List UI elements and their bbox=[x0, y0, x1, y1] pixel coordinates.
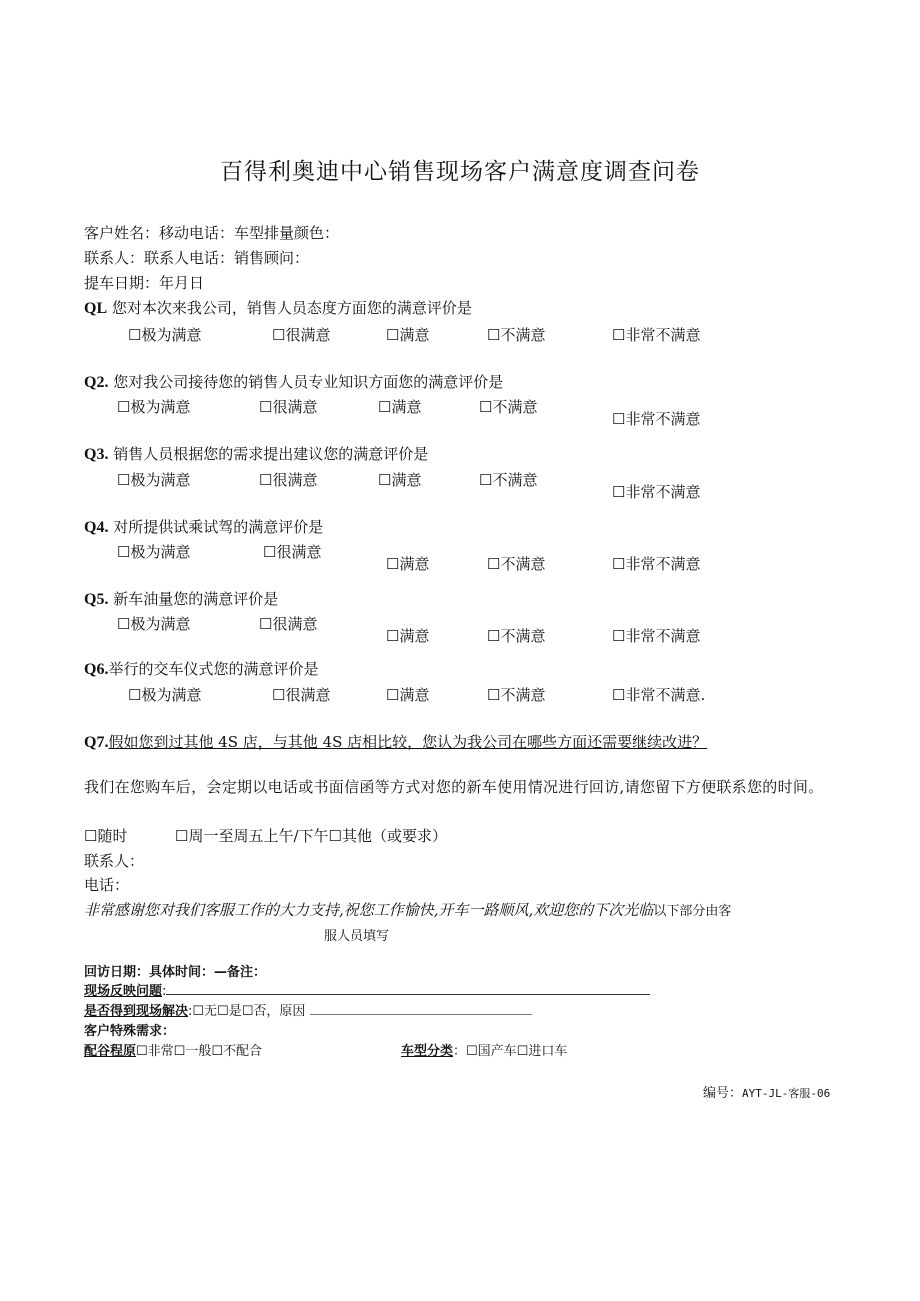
q6-option-dissatisfied[interactable]: ☐不满意 bbox=[487, 686, 546, 704]
q1-option-quite-satisfied[interactable]: ☐很满意 bbox=[272, 326, 331, 344]
question-5-number: Q5. bbox=[84, 591, 109, 608]
q1-option-very-satisfied[interactable]: ☐极为满意 bbox=[128, 326, 202, 344]
question-2 bbox=[84, 371, 503, 392]
q4-option-very-dissatisfied[interactable]: ☐非常不满意 bbox=[612, 555, 701, 573]
issue-input-line[interactable] bbox=[166, 982, 650, 995]
contact-time-anytime[interactable]: ☐随时 bbox=[84, 827, 128, 845]
document-code-label: 编号： bbox=[703, 1086, 743, 1101]
customer-info-line-1: 客户姓名：移动电话：车型排量颜色： bbox=[84, 224, 340, 242]
car-type-row bbox=[401, 1040, 567, 1059]
q3-option-very-satisfied[interactable]: ☐极为满意 bbox=[117, 471, 191, 489]
q4-option-dissatisfied[interactable]: ☐不满意 bbox=[487, 555, 546, 573]
issue-colon: : bbox=[162, 984, 167, 999]
issue-row bbox=[84, 980, 650, 999]
document-code-value: AYT-JL-客服-06 bbox=[742, 1087, 831, 1100]
question-4-number: Q4. bbox=[84, 519, 109, 536]
q6-option-satisfied[interactable]: ☐满意 bbox=[386, 686, 430, 704]
question-6 bbox=[84, 658, 318, 679]
q3-option-very-dissatisfied[interactable]: ☐非常不满意 bbox=[612, 483, 701, 501]
cooperation-options[interactable]: ☐非常☐一般☐不配合 bbox=[136, 1044, 262, 1059]
resolved-label: 是否得到现场解决 bbox=[84, 1004, 189, 1019]
question-3-text: 销售人员根据您的需求提出建议您的满意评价是 bbox=[108, 445, 429, 463]
thanks-tail-text: 以下部分由客 bbox=[653, 904, 732, 919]
question-1 bbox=[84, 297, 472, 318]
thanks-italic-text: 非常感谢您对我们客服工作的大力支持,祝您工作愉快,开车一路顺风,欢迎您的下次光临 bbox=[84, 901, 654, 919]
q2-option-very-dissatisfied[interactable]: ☐非常不满意 bbox=[612, 410, 701, 428]
question-2-text: 您对我公司接待您的销售人员专业知识方面您的满意评价是 bbox=[108, 373, 504, 391]
followup-paragraph: 我们在您购车后，会定期以电话或书面信函等方式对您的新车使用情况进行回访,请您留下方便联系您的时间。 bbox=[84, 778, 824, 796]
resolved-options[interactable]: :☐无☐是☐否，原因 bbox=[188, 1004, 306, 1019]
q1-option-dissatisfied[interactable]: ☐不满意 bbox=[487, 326, 546, 344]
thanks-line bbox=[84, 899, 731, 920]
q5-option-very-dissatisfied[interactable]: ☐非常不满意 bbox=[612, 627, 701, 645]
question-7-number: Q7. bbox=[84, 734, 109, 751]
question-4-text: 对所提供试乘试驾的满意评价是 bbox=[108, 518, 324, 536]
question-7 bbox=[84, 731, 707, 752]
q4-option-very-satisfied[interactable]: ☐极为满意 bbox=[117, 543, 191, 561]
followup-contact-label: 联系人： bbox=[84, 852, 145, 870]
q3-option-dissatisfied[interactable]: ☐不满意 bbox=[479, 471, 538, 489]
question-6-number: Q6. bbox=[84, 661, 109, 678]
issue-label: 现场反映问题 bbox=[84, 984, 163, 999]
question-1-number: QL bbox=[84, 300, 108, 317]
visit-date-line: 回访日期：具体时间：—备注： bbox=[84, 965, 267, 980]
question-2-number: Q2. bbox=[84, 374, 109, 391]
car-type-label: 车型分类 bbox=[401, 1044, 454, 1059]
q4-option-quite-satisfied[interactable]: ☐很满意 bbox=[263, 543, 322, 561]
q2-option-dissatisfied[interactable]: ☐不满意 bbox=[479, 398, 538, 416]
q4-option-satisfied[interactable]: ☐满意 bbox=[386, 555, 430, 573]
cooperation-label: 配谷程原 bbox=[84, 1044, 137, 1059]
q5-option-satisfied[interactable]: ☐满意 bbox=[386, 627, 430, 645]
customer-info-line-3: 提车日期：年月日 bbox=[84, 274, 205, 292]
question-3 bbox=[84, 443, 428, 464]
question-7-text: 假如您到过其他 4S 店，与其他 4S 店相比较，您认为我公司在哪些方面还需要继续改进？ bbox=[108, 733, 708, 751]
car-type-options[interactable]: ：☐国产车☐进口车 bbox=[453, 1044, 568, 1059]
q3-option-quite-satisfied[interactable]: ☐很满意 bbox=[259, 471, 318, 489]
contact-time-weekday[interactable]: ☐周一至周五上午/下午☐其他（或要求） bbox=[175, 827, 447, 845]
customer-info-line-2: 联系人：联系人电话：销售顾问： bbox=[84, 249, 310, 267]
resolved-row bbox=[84, 1000, 532, 1019]
q1-option-very-dissatisfied[interactable]: ☐非常不满意 bbox=[612, 326, 701, 344]
cooperation-row bbox=[84, 1040, 262, 1059]
special-needs-label: 客户特殊需求： bbox=[84, 1024, 176, 1039]
question-3-number: Q3. bbox=[84, 446, 109, 463]
q5-option-very-satisfied[interactable]: ☐极为满意 bbox=[117, 615, 191, 633]
document-code bbox=[703, 1082, 830, 1101]
thanks-tail-text-2: 服人员填写 bbox=[324, 929, 390, 944]
q2-option-very-satisfied[interactable]: ☐极为满意 bbox=[117, 398, 191, 416]
question-5-text: 新车油量您的满意评价是 bbox=[108, 590, 279, 608]
question-5 bbox=[84, 588, 278, 609]
q3-option-satisfied[interactable]: ☐满意 bbox=[378, 471, 422, 489]
q2-option-satisfied[interactable]: ☐满意 bbox=[378, 398, 422, 416]
q1-option-satisfied[interactable]: ☐满意 bbox=[386, 326, 430, 344]
q6-option-very-satisfied[interactable]: ☐极为满意 bbox=[128, 686, 202, 704]
page-title: 百得利奥迪中心销售现场客户满意度调查问卷 bbox=[220, 159, 700, 185]
q6-option-very-dissatisfied[interactable]: ☐非常不满意. bbox=[612, 686, 706, 704]
followup-phone-label: 电话： bbox=[84, 876, 130, 894]
q6-option-quite-satisfied[interactable]: ☐很满意 bbox=[272, 686, 331, 704]
q2-option-quite-satisfied[interactable]: ☐很满意 bbox=[259, 398, 318, 416]
question-6-text: 举行的交车仪式您的满意评价是 bbox=[108, 660, 319, 678]
q5-option-dissatisfied[interactable]: ☐不满意 bbox=[487, 627, 546, 645]
question-1-text: 您对本次来我公司，销售人员态度方面您的满意评价是 bbox=[107, 299, 472, 317]
resolved-reason-line[interactable] bbox=[310, 1002, 532, 1015]
q5-option-quite-satisfied[interactable]: ☐很满意 bbox=[259, 615, 318, 633]
question-4 bbox=[84, 516, 323, 537]
